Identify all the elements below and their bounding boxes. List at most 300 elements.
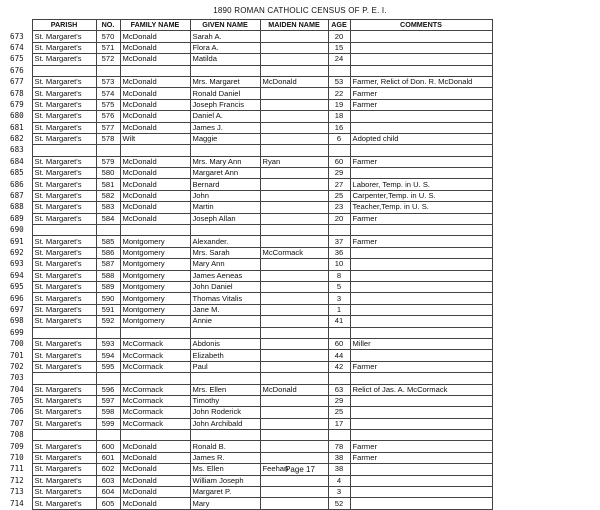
age-cell: 41 (328, 316, 350, 327)
number-cell (96, 145, 120, 156)
given-name-cell (190, 327, 260, 338)
number-cell: 596 (96, 384, 120, 395)
number-cell: 572 (96, 54, 120, 65)
row-number: 697 (10, 304, 24, 314)
table-row (8, 475, 492, 486)
row-number: 699 (10, 327, 24, 337)
age-cell: 36 (328, 247, 350, 258)
maiden-name-cell (260, 65, 328, 76)
row-number: 705 (10, 396, 24, 406)
row-number: 680 (10, 111, 24, 121)
row-number: 692 (10, 248, 24, 257)
parish-cell: St. Margaret's (32, 350, 96, 361)
table-row (8, 350, 492, 361)
age-cell: 3 (328, 487, 350, 498)
given-name-cell (190, 430, 260, 441)
family-name-cell: Wilt (120, 133, 190, 144)
row-number: 678 (10, 88, 24, 98)
comments-cell (350, 350, 492, 361)
family-name-cell: Montgomery (120, 236, 190, 247)
maiden-name-cell (260, 122, 328, 133)
comments-cell: Adopted child (350, 133, 492, 144)
number-cell: 587 (96, 259, 120, 270)
table-row (8, 99, 492, 110)
maiden-name-cell (260, 225, 328, 236)
row-number: 681 (10, 122, 24, 132)
given-name-cell: Margaret Ann (190, 168, 260, 179)
family-name-cell (120, 430, 190, 441)
family-name-cell: McCormack (120, 395, 190, 406)
table-row (8, 225, 492, 236)
table-row (8, 133, 492, 144)
table-row (8, 111, 492, 122)
family-name-cell: McDonald (120, 54, 190, 65)
age-header: AGE (328, 20, 350, 31)
comments-cell (350, 65, 492, 76)
row-number: 688 (10, 202, 24, 212)
row-number: 674 (10, 42, 24, 52)
maiden-name-cell (260, 430, 328, 441)
parish-cell: St. Margaret's (32, 361, 96, 372)
comments-cell (350, 487, 492, 498)
table-row (8, 54, 492, 65)
given-name-cell: Martin (190, 202, 260, 213)
table-row (8, 270, 492, 281)
table-row (8, 156, 492, 167)
given-name-cell: John (190, 190, 260, 201)
family-name-cell: Montgomery (120, 281, 190, 292)
comments-cell: Farmer (350, 99, 492, 110)
row-number-header (8, 20, 32, 31)
comments-cell: Miller (350, 338, 492, 349)
comments-cell: Teacher,Temp. in U. S. (350, 202, 492, 213)
comments-cell (350, 111, 492, 122)
parish-cell: St. Margaret's (32, 190, 96, 201)
comments-cell (350, 475, 492, 486)
family-name-cell: McDonald (120, 475, 190, 486)
comments-cell (350, 270, 492, 281)
no-header: NO. (96, 20, 120, 31)
row-number: 707 (10, 418, 24, 428)
given-name-cell: Paul (190, 361, 260, 372)
table-row (8, 361, 492, 372)
family-name-cell: McCormack (120, 350, 190, 361)
parish-cell: St. Margaret's (32, 31, 96, 42)
row-number: 695 (10, 282, 24, 292)
table-row (8, 316, 492, 327)
given-name-cell: John Daniel (190, 281, 260, 292)
row-number: 700 (10, 339, 24, 349)
number-cell: 603 (96, 475, 120, 486)
age-cell: 8 (328, 270, 350, 281)
table-row (8, 304, 492, 315)
given-name-cell (190, 373, 260, 384)
parish-cell: St. Margaret's (32, 259, 96, 270)
table-row (8, 236, 492, 247)
family-name-cell (120, 145, 190, 156)
parish-cell: St. Margaret's (32, 281, 96, 292)
parish-cell: St. Margaret's (32, 179, 96, 190)
family-name-cell: McDonald (120, 487, 190, 498)
maiden-name-cell: Ryan (260, 156, 328, 167)
comments-cell (350, 31, 492, 42)
number-cell: 570 (96, 31, 120, 42)
row-number: 690 (10, 225, 24, 235)
family-name-cell: McDonald (120, 464, 190, 475)
family-name-cell: McDonald (120, 156, 190, 167)
family-name-cell (120, 225, 190, 236)
number-cell: 589 (96, 281, 120, 292)
number-cell: 574 (96, 88, 120, 99)
table-row (8, 202, 492, 213)
row-number: 689 (10, 213, 24, 223)
maiden-name-cell (260, 54, 328, 65)
given-name-cell: Timothy (190, 395, 260, 406)
page-number: Page 17 (285, 465, 315, 474)
comments-cell (350, 54, 492, 65)
maiden-name-cell (260, 213, 328, 224)
parish-cell: St. Margaret's (32, 304, 96, 315)
number-cell: 586 (96, 247, 120, 258)
parish-cell: St. Margaret's (32, 99, 96, 110)
age-cell: 37 (328, 236, 350, 247)
number-cell: 576 (96, 111, 120, 122)
table-row (8, 88, 492, 99)
age-cell: 38 (328, 452, 350, 463)
given-name-cell: James R. (190, 452, 260, 463)
parish-cell (32, 373, 96, 384)
parish-cell: St. Margaret's (32, 42, 96, 53)
row-number: 701 (10, 350, 24, 360)
number-cell: 571 (96, 42, 120, 53)
maiden-name-cell: Feehan (260, 464, 328, 475)
table-row (8, 122, 492, 133)
comments-cell (350, 122, 492, 133)
row-number: 675 (10, 54, 24, 64)
parish-cell: St. Margaret's (32, 464, 96, 475)
age-cell: 25 (328, 190, 350, 201)
age-cell: 18 (328, 111, 350, 122)
age-cell (328, 373, 350, 384)
number-cell: 595 (96, 361, 120, 372)
row-number: 713 (10, 487, 24, 497)
comments-cell: Farmer (350, 156, 492, 167)
family-name-cell (120, 327, 190, 338)
age-cell: 24 (328, 54, 350, 65)
maiden-name-cell (260, 498, 328, 509)
maiden-name-cell (260, 293, 328, 304)
family-name-cell: McDonald (120, 213, 190, 224)
given-name-cell: Maggie (190, 133, 260, 144)
given-name-cell: Mrs. Sarah (190, 247, 260, 258)
family-name-cell: McCormack (120, 338, 190, 349)
given-name-cell: Annie (190, 316, 260, 327)
table-row (8, 293, 492, 304)
family-name-cell: McDonald (120, 122, 190, 133)
maiden-name-cell (260, 316, 328, 327)
row-number: 708 (10, 430, 24, 440)
maiden-name-cell (260, 259, 328, 270)
comments-cell (350, 145, 492, 156)
comments-cell (350, 247, 492, 258)
given-name-cell: William Joseph (190, 475, 260, 486)
maiden-name-cell (260, 42, 328, 53)
family-name-cell: Montgomery (120, 304, 190, 315)
given-name-cell: Ronald Daniel (190, 88, 260, 99)
number-cell: 577 (96, 122, 120, 133)
number-cell: 580 (96, 168, 120, 179)
row-number: 676 (10, 65, 24, 75)
given-name-cell: Abdonis (190, 338, 260, 349)
number-cell: 593 (96, 338, 120, 349)
maiden-name-cell (260, 31, 328, 42)
given-name-cell: John Archibald (190, 418, 260, 429)
row-number: 711 (10, 464, 24, 474)
age-cell: 6 (328, 133, 350, 144)
age-cell (328, 327, 350, 338)
page-title: 1890 ROMAN CATHOLIC CENSUS OF P. E. I. (213, 6, 387, 15)
number-cell (96, 225, 120, 236)
given-name-cell: Mrs. Margaret (190, 76, 260, 87)
maiden-name-cell (260, 179, 328, 190)
maiden-name-cell (260, 418, 328, 429)
parish-cell: St. Margaret's (32, 88, 96, 99)
row-number: 696 (10, 293, 24, 303)
table-row (8, 31, 492, 42)
age-cell: 60 (328, 338, 350, 349)
given-name-cell: Mary Ann (190, 259, 260, 270)
given-name-cell: Joseph Francis (190, 99, 260, 110)
maiden-name-cell (260, 145, 328, 156)
maiden-name-cell (260, 190, 328, 201)
parish-cell: St. Margaret's (32, 418, 96, 429)
comments-cell (350, 293, 492, 304)
maiden-name-cell (260, 168, 328, 179)
age-cell: 25 (328, 407, 350, 418)
comments-cell (350, 373, 492, 384)
given-name-cell: James J. (190, 122, 260, 133)
table-row (8, 168, 492, 179)
parish-cell: St. Margaret's (32, 270, 96, 281)
parish-cell: St. Margaret's (32, 316, 96, 327)
age-cell: 10 (328, 259, 350, 270)
age-cell: 63 (328, 384, 350, 395)
row-number: 673 (10, 31, 24, 41)
maiden-name-cell (260, 350, 328, 361)
number-cell: 582 (96, 190, 120, 201)
row-number: 687 (10, 191, 24, 201)
comments-cell (350, 418, 492, 429)
given-name-cell (190, 225, 260, 236)
table-row (8, 338, 492, 349)
given-name-cell: Flora A. (190, 42, 260, 53)
family-name-cell: Montgomery (120, 247, 190, 258)
age-cell (328, 430, 350, 441)
parish-cell: St. Margaret's (32, 202, 96, 213)
table-row (8, 145, 492, 156)
table-row (8, 213, 492, 224)
maiden-name-cell (260, 407, 328, 418)
table-row (8, 247, 492, 258)
age-cell: 1 (328, 304, 350, 315)
parish-cell: St. Margaret's (32, 133, 96, 144)
row-number: 710 (10, 453, 24, 463)
comments-cell: Carpenter,Temp. in U. S. (350, 190, 492, 201)
comments-cell (350, 395, 492, 406)
given-name-cell (190, 145, 260, 156)
number-cell: 599 (96, 418, 120, 429)
comments-cell: Relict of Jas. A. McCormack (350, 384, 492, 395)
age-cell (328, 65, 350, 76)
comments-cell (350, 407, 492, 418)
maiden-name-cell (260, 361, 328, 372)
maiden-name-cell (260, 236, 328, 247)
maiden-name-cell (260, 452, 328, 463)
number-cell: 573 (96, 76, 120, 87)
family-name-cell: Montgomery (120, 270, 190, 281)
table-row (8, 452, 492, 463)
given-name-cell: Elizabeth (190, 350, 260, 361)
number-cell: 605 (96, 498, 120, 509)
number-cell: 581 (96, 179, 120, 190)
comments-cell (350, 498, 492, 509)
parish-cell (32, 145, 96, 156)
number-cell: 594 (96, 350, 120, 361)
given-name-cell: Margaret P. (190, 487, 260, 498)
parish-cell: St. Margaret's (32, 441, 96, 452)
family-name-cell (120, 65, 190, 76)
family-name-cell: Montgomery (120, 259, 190, 270)
family-name-cell: McDonald (120, 42, 190, 53)
table-row (8, 395, 492, 406)
given-name-cell: Jane M. (190, 304, 260, 315)
table-row (8, 281, 492, 292)
table-row (8, 76, 492, 87)
number-cell (96, 430, 120, 441)
given-name-cell: Mrs. Ellen (190, 384, 260, 395)
family-name-cell: McDonald (120, 441, 190, 452)
given-name-cell (190, 65, 260, 76)
parish-header: PARISH (32, 20, 96, 31)
parish-cell: St. Margaret's (32, 293, 96, 304)
age-cell: 22 (328, 88, 350, 99)
maiden-name-cell (260, 270, 328, 281)
number-cell: 598 (96, 407, 120, 418)
given-name-cell: Ms. Ellen (190, 464, 260, 475)
age-cell: 42 (328, 361, 350, 372)
given-name-cell: Bernard (190, 179, 260, 190)
maiden-name-cell (260, 441, 328, 452)
row-number: 706 (10, 407, 24, 417)
row-number: 702 (10, 361, 24, 371)
age-cell: 78 (328, 441, 350, 452)
parish-cell: St. Margaret's (32, 54, 96, 65)
row-number: 714 (10, 498, 24, 508)
comments-cell (350, 225, 492, 236)
given-name-cell: James Aeneas (190, 270, 260, 281)
table-row (8, 65, 492, 76)
row-number: 684 (10, 156, 24, 166)
parish-cell: St. Margaret's (32, 111, 96, 122)
family-name-cell: McCormack (120, 384, 190, 395)
family-name-cell: McCormack (120, 361, 190, 372)
table-row (8, 498, 492, 509)
age-cell: 15 (328, 42, 350, 53)
maiden-name-cell (260, 373, 328, 384)
family-name-cell: McDonald (120, 99, 190, 110)
number-cell: 583 (96, 202, 120, 213)
row-number: 685 (10, 168, 24, 178)
number-cell: 590 (96, 293, 120, 304)
age-cell: 16 (328, 122, 350, 133)
parish-cell: St. Margaret's (32, 76, 96, 87)
number-cell (96, 65, 120, 76)
family-name-cell (120, 373, 190, 384)
comments-cell: Farmer (350, 441, 492, 452)
maiden-name-cell (260, 111, 328, 122)
comments-cell (350, 42, 492, 53)
number-cell: 602 (96, 464, 120, 475)
parish-cell: St. Margaret's (32, 236, 96, 247)
age-cell: 19 (328, 99, 350, 110)
age-cell: 29 (328, 168, 350, 179)
parish-cell: St. Margaret's (32, 498, 96, 509)
maiden-name-cell (260, 327, 328, 338)
census-rows (8, 31, 492, 509)
parish-cell: St. Margaret's (32, 395, 96, 406)
row-number: 694 (10, 270, 24, 280)
given-name-cell: Daniel A. (190, 111, 260, 122)
number-cell: 591 (96, 304, 120, 315)
comments-cell: Farmer (350, 236, 492, 247)
maiden-name-cell (260, 88, 328, 99)
row-number: 703 (10, 373, 24, 383)
row-number: 683 (10, 145, 24, 155)
maiden-name-header: MAIDEN NAME (260, 20, 328, 31)
comments-cell (350, 259, 492, 270)
family-name-cell: McDonald (120, 168, 190, 179)
parish-cell: St. Margaret's (32, 452, 96, 463)
number-cell: 604 (96, 487, 120, 498)
comments-cell: Farmer, Relict of Don. R. McDonald (350, 76, 492, 87)
row-number: 693 (10, 259, 24, 269)
comments-cell (350, 327, 492, 338)
family-name-cell: McDonald (120, 88, 190, 99)
family-name-cell: McDonald (120, 31, 190, 42)
maiden-name-cell: McDonald (260, 76, 328, 87)
age-cell: 53 (328, 76, 350, 87)
given-name-cell: Matilda (190, 54, 260, 65)
number-cell: 601 (96, 452, 120, 463)
maiden-name-cell (260, 304, 328, 315)
given-name-cell: Joseph Allan (190, 213, 260, 224)
family-name-cell: Montgomery (120, 316, 190, 327)
table-row (8, 327, 492, 338)
family-name-header: FAMILY NAME (120, 20, 190, 31)
number-cell: 592 (96, 316, 120, 327)
family-name-cell: Montgomery (120, 293, 190, 304)
parish-cell (32, 225, 96, 236)
maiden-name-cell: McCormack (260, 247, 328, 258)
family-name-cell: McDonald (120, 498, 190, 509)
number-cell: 588 (96, 270, 120, 281)
given-name-cell: Thomas Vitalis (190, 293, 260, 304)
parish-cell (32, 430, 96, 441)
table-row (8, 190, 492, 201)
row-number: 682 (10, 134, 24, 144)
given-name-cell: Mrs. Mary Ann (190, 156, 260, 167)
maiden-name-cell: McDonald (260, 384, 328, 395)
